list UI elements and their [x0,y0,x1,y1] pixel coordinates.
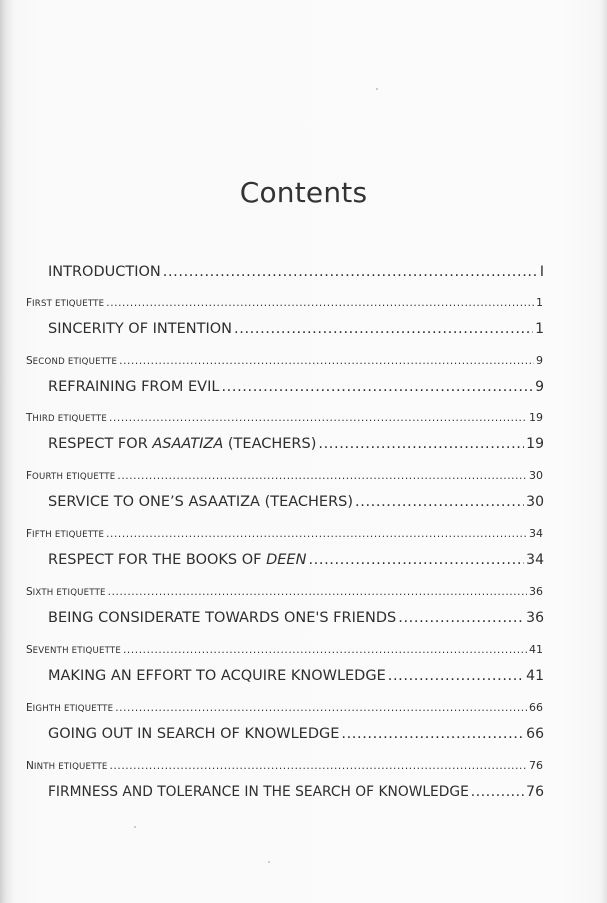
toc-heading-label [26,528,104,540]
paper-speck [134,826,136,828]
heading-initial: N [26,760,34,772]
toc-entry-firmness [48,784,544,804]
toc-entry-introduction [48,264,544,284]
toc-entry-respect-asaatiza [48,436,544,456]
dot-leader [108,586,527,598]
toc-heading-ninth-etiquette [26,759,543,773]
toc-entry-label [48,552,306,568]
toc-heading-fourth-etiquette [26,469,543,483]
toc-entry-label: BEING CONSIDERATE TOWARDS ONE'S FRIENDS [48,610,397,626]
toc-page-number: I [539,264,544,280]
toc-entry-label: SERVICE TO ONE’S ASAATIZA (TEACHERS) [48,494,354,510]
toc-heading-first-etiquette [26,296,543,310]
dot-leader [221,379,533,395]
heading-initial: T [26,412,33,424]
toc-page-number: 19 [529,411,543,424]
toc-entry-books-of-deen [48,552,544,572]
heading-rest: IXTH ETIQUETTE [32,588,106,598]
heading-rest: HIRD ETIQUETTE [32,414,108,424]
toc-entry-label: GOING OUT IN SEARCH OF KNOWLEDGE [48,726,340,742]
toc-page-number: 41 [529,643,543,656]
toc-page-number: 19 [526,436,544,452]
dot-leader [341,726,524,742]
heading-initial: F [26,470,33,482]
dot-leader [388,668,524,684]
toc-heading-label [26,412,107,424]
toc-entry-label: MAKING AN EFFORT TO ACQUIRE KNOWLEDGE [48,668,386,684]
dot-leader [123,644,527,656]
toc-heading-label [26,702,113,714]
dot-leader [163,264,538,280]
toc-entry-label: SINCERITY OF INTENTION [48,321,233,337]
heading-initial: S [26,586,33,598]
toc-entry-effort [48,668,544,688]
toc-entry-label: REFRAINING FROM EVIL [48,379,220,395]
heading-rest: ECOND ETIQUETTE [32,357,118,367]
dot-leader [398,610,524,626]
label-part: (TEACHERS) [223,436,317,452]
toc-page-number: 1 [535,321,544,337]
toc-heading-label [26,586,106,598]
toc-page-number: 76 [526,784,544,800]
page-title: Contents [239,176,368,209]
dot-leader [106,297,534,309]
toc-heading-label [26,644,121,656]
toc-page-number: 76 [529,759,543,772]
toc-page-number: 30 [529,469,543,482]
dot-leader [109,412,527,424]
toc-entry-label [48,436,316,452]
heading-initial: F [26,528,33,540]
heading-rest: EVENTH ETIQUETTE [32,646,121,656]
toc-page-number: 30 [526,494,544,510]
dot-leader [318,436,524,452]
toc-heading-second-etiquette [26,354,543,368]
toc-page-number: 66 [529,701,543,714]
dot-leader [119,355,534,367]
dot-leader [106,528,527,540]
toc-entry-considerate [48,610,544,630]
toc-page-number: 41 [526,668,544,684]
toc-heading-label [26,760,108,772]
toc-page-number: 34 [529,527,543,540]
toc-heading-sixth-etiquette [26,585,543,599]
toc-page-number: 9 [535,379,544,395]
dot-leader [110,760,527,772]
toc-heading-seventh-etiquette [26,643,543,657]
heading-initial: E [26,702,33,714]
heading-rest: IRST ETIQUETTE [32,299,105,309]
toc-heading-label [26,297,104,309]
toc-entry-going-out [48,726,544,746]
heading-rest: OURTH ETIQUETTE [32,472,116,482]
toc-page-number: 34 [526,552,544,568]
label-part: RESPECT FOR THE BOOKS OF [48,552,267,568]
toc-heading-label [26,470,115,482]
toc-page-number: 9 [536,354,543,367]
heading-initial: S [26,355,33,367]
heading-rest: IFTH ETIQUETTE [32,530,105,540]
dot-leader [115,702,527,714]
toc-entry-sincerity [48,321,544,341]
dot-leader [471,784,524,800]
paper-speck [376,88,378,90]
toc-page-number: 1 [536,296,543,309]
toc-heading-third-etiquette [26,411,543,425]
toc-page-number: 66 [526,726,544,742]
label-part: RESPECT FOR [48,436,153,452]
heading-initial: S [26,644,33,656]
dot-leader [308,552,524,568]
dot-leader [355,494,524,510]
toc-page-number: 36 [529,585,543,598]
toc-entry-refraining [48,379,544,399]
label-italic-part: DEEN [266,552,307,568]
toc-heading-label [26,355,117,367]
heading-rest: IGHTH ETIQUETTE [32,704,114,714]
toc-page-number: 36 [526,610,544,626]
toc-heading-fifth-etiquette [26,527,543,541]
toc-entry-label: FIRMNESS AND TOLERANCE IN THE SEARCH OF KNOWLEDGE [48,784,469,800]
heading-rest: INTH ETIQUETTE [33,762,108,772]
dot-leader [117,470,527,482]
toc-heading-eighth-etiquette [26,701,543,715]
toc-entry-label: INTRODUCTION [48,264,161,280]
label-italic-part: ASAATIZA [152,436,224,452]
paper-speck [268,861,270,863]
heading-initial: F [26,297,33,309]
dot-leader [234,321,533,337]
toc-entry-service [48,494,544,514]
